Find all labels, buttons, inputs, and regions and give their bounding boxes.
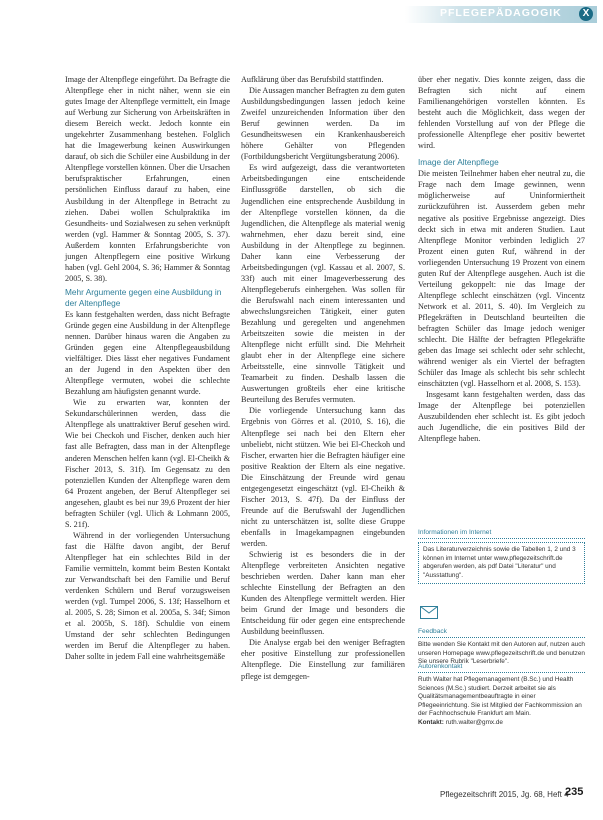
article-column-2 [241, 74, 405, 682]
page-number: 235 [565, 786, 584, 798]
section-close-icon[interactable]: X [579, 7, 593, 21]
col2-paragraph-1: Aufklärung über das Berufsbild stattfinden. [241, 75, 384, 84]
article-column-1 [65, 74, 230, 662]
envelope-icon [420, 606, 438, 619]
col1-paragraph-3: Wie zu erwarten war, konnten der Sekundarschülerinnen werden, dass die Altenpflege als unattraktiver Beruf gesehen wird. Wie bei Checkoh und Fischer, denken auch hier fast alle Befragten, dass man in der Altenpflege anderen Menschen helfen kann (vgl. El-Cheikh & Fischer 2013, S. 31f). Im Gegensatz zu den potenziellen Kunden der Altenpflege waren dem 64 Prozent angeben, der Beruf Altenpfleger sei angesehen, glaubt es bei nur 39,6 Prozent der hier befragten Schüler (vgl. Ulich & Lohmann 2005, S. 21f). [65, 398, 230, 529]
author-contact-line [418, 719, 585, 728]
article-column-3 [418, 74, 585, 524]
author-contact-label: Kontakt: [418, 718, 444, 726]
col3-paragraph-3: Insgesamt kann festgehalten werden, dass das Image der Altenpflege bei potenziellen Auszubildenden eher schlecht ist. Es gibt jedoch auch Jugendliche, die ein positives Bild der Altenpflege haben. [418, 390, 585, 444]
feedback-box [418, 606, 585, 665]
col2-paragraph-3: Es wird aufgezeigt, dass die verantworteten Arbeitsbedingungen eine entscheidende Einflussgröße darstellen, ob sich die Jugendlichen eine entsprechende Ausbildung in der Altenpflege vorstellen können, da die Jugendlichen, die Altenpflege als material wenig wahrnehmen, eher dazu bereit sind, eine Ausbildung in der Altenpflege zu beginnen. Daher kann eine Verbesserung der Arbeitsbedingungen (vgl. Kassau et al. 2007, S. 33f) auch mit einer Imageverbesserung des Altenpflegeberufs einhergehen. Was sollen für die Berufswahl nach einem interessanten und abwechslungsreichen Tätigkeit, einer guten Bezahlung und geregelten und angenehmen Arbeitszeiten sowie die meisten in der Altenpflege nicht erfüllt sind. Die Mehrheit glaubt eher in der Altenpflege eine sichere Arbeitsstelle, eine sinnvolle Tätigkeit und Teamarbeit zu finden. Deshalb lassen die Auswertungen großteils eher eine kritische Beurteilung des Berufes vermuten. [241, 163, 405, 405]
col1-paragraph-4: Während in der vorliegenden Untersuchung fast die Hälfte davon angibt, der Beruf Altenpfleger hat ein schlechtes Bild in der Familie vermitteln, kommt beim Besten Kontakt zur Verwandtschaft bei den Familie und Beruf verdenken Schülern und Beruf vorzugsweisen werden (vgl. Tumpel 2006, S. 13f; Hasselhorn et al. 2005, S. 28; Simon et al. 2005a, S. 34f; Simon et al. 2005b, S. 18f). Schuldie von einem Umstand der sehr schlechten Bedingungen werden im Beruf die Altenpfleger zu haben. Daher sollte in jedem Fall eine wahrheitsgemäße [65, 530, 230, 662]
internet-info-box [418, 528, 585, 584]
section-title: PFLEGEPÄDAGOGIK [440, 7, 562, 19]
col1-paragraph-2: Es kann festgehalten werden, dass nicht Befragte Gründe gegen eine Ausbildung in der Altenpflege nennen. Darüber hinaus waren die Angaben zu Gründen gegen eine Altenpflegeausbildung vielfältiger. Dies lässt eher negatives Fundament an der Jugend in den Aspekten über den Altenpflege vermuten, wobei die schlechte Bezahlung am häufigsten genannt wurde. [65, 309, 230, 397]
col3-subheading: Image der Altenpflege [418, 157, 499, 168]
col1-paragraph-1: Image der Altenpflege eingeführt. Da Befragte die Altenpflege eher in nicht näher, wenn sie ein gutes Image der Altenpflege vermittelt, ein Image auf Werbung zur Sicherung von Arbeitskräften in diesem Bereich weckt. Jedoch konnte ein ungekehrter Zusammenhang bestehen. Folglich hat die Imagewerbung keinen Auswirkungen darauf, ob sich die Schüler eine Ausbildung in der Altenpflege vorstellen können. Über die Ursachen berufspraktischer Erfahrungen, einen persönlichen Einfluss darauf zu haben, eine Ausbildung in der Altenpflege in Betracht zu ziehen. Dabei wollen Schulpraktika im Gesundheits- und Sozialwesen zu sehen verknüpft werden (vgl. Hammer & Sonntag 2005, S. 37). Außerdem konnten Erfahrungsberichte von jungen Altenpflegern eine positive Wirkung haben (vgl. Gehl 2004, S. 36; Hammer & Sonntag 2005, S. 38). [65, 75, 230, 283]
col3-paragraph-2: Die meisten Teilnehmer haben eher neutral zu, die Frage nach dem Image gewinnen, wenn möglicherweise auf Uninformiertheit zurückzuführen ist. Ausserdem geben mehr negative als positive Ergebnisse angezeigt. Dies deckt sich in etwa mit anderen Studien. Laut Altenpflege Monitor verbinden lediglich 27 Prozent einen guten Ruf, während in der vorliegenden Untersuchung 19 Prozent von einem guten Ruf der Altenpflege ausgehen. Auch ist die Verteilung gekoppelt: nie das Image der Altenpflege schlecht einschätzen (vgl. Vincentz Network et al. 2011, S. 40). Im Vergleich zu Pflegekräften in Deutschland beurteilten die befragten Schüler das Image jedoch weniger schlecht. Die Hälfte der befragten Pflegekräfte geben das Image sei schlecht oder sehr schlecht, während weniger als ein Viertel der befragten Schüler das Image als schlecht bis sehr schlecht einschätzten (vgl. Hasselhorn et al. 2008, S. 153). [418, 169, 585, 389]
author-bio: Ruth Walter hat Pflegemanagement (B.Sc.) und Health Sciences (M.Sc.) studiert. Derzeit arbeitet sie als Qualitätsmanagementbeauftragte in einer Pflegeeinrichtung. Sie ist Mitglied der Fachkommission an der Fachhochschule Frankfurt am Main. [418, 676, 582, 717]
feedback-heading: Feedback [418, 627, 585, 638]
col1-subheading: Mehr Argumente gegen eine Ausbildung in der Altenpflege [65, 286, 222, 308]
internet-info-frame [418, 542, 585, 584]
col3-paragraph-1: über eher negativ. Dies konnte zeigen, dass die Befragten sich nicht auf einem Familienangehörigen vorstellen könnten. Es besteht auch die Möglichkeit, dass wegen der fehlenden Vorstellung auf von der Pflege die professionelle Altenpflege eher positiv bewertet wird. [418, 75, 585, 151]
author-contact-box [418, 662, 585, 787]
author-contact-email[interactable]: ruth.walter@gmx.de [445, 718, 503, 726]
col2-paragraph-6: Die Analyse ergab bei den weniger Befragten eher positive Einstellung zur professionellen Altenpflege. Die Einstellung zur familiären pflege ist demgegen- [241, 638, 405, 681]
author-contact-heading: Autorenkontakt [418, 662, 585, 673]
col2-paragraph-5: Schwierig ist es besonders die in der Altenpflege verbreiteten Ansichten negative beschrieben werden. Daher kann man eher schlechte Einstellung der Befragten an den Kunden des Altenpflege vermittelt werden. Hier beim Grund der Image und besonders die Entscheidung für oder gegen eine entsprechende Ausbildung beeinflussen. [241, 550, 405, 637]
journal-citation: Pflegezeitschrift 2015, Jg. 68, Heft 4 [440, 790, 569, 799]
col2-paragraph-2: Die Aussagen mancher Befragten zu dem guten Ausbildungsbedingungen lassen jedoch keine Zweifel unzureichenden Information über den Beruf gewinnen werden. Da im Gesundheitswesen ein Krankenhausbereich höhere Gehälter von Pflegenden (Fortbildungsbericht Vergütungsberatung 2006). [241, 86, 405, 162]
internet-info-heading: Informationen im Internet [418, 528, 585, 539]
internet-info-text: Das Literaturverzeichnis sowie die Tabellen 1, 2 und 3 können im Internet unter www.pflegezeitschrift.de abgerufen werden, als pdf Datei "Literatur" und "Ausstattung". [423, 546, 576, 579]
col2-paragraph-4: Die vorliegende Untersuchung kann das Ergebnis von Görres et al. (2010, S. 16), die Altenpflege sei nach bei den Eltern eher unbeliebt, nicht stützen. Wie bei El-Checkoh und Fischer, erwarten hier die Befragten häufiger eine positive Reaktion der Eltern als eine negative. Die Einschätzung der Freunde wird genau entgegengesetzt eingeschätzt (vgl. El-Cheikh & Fischer 2013, S. 47f). Da der Einfluss der Freunde auf die Berufswahl der Jugendlichen nicht zu unterschätzen ist, sollte diese Gruppe ebenfalls in Imagekampagnen eingebunden werden. [241, 406, 405, 548]
feedback-text: Bitte wenden Sie Kontakt mit den Autoren auf, nutzen auch unseren Homepage www.pflegezeitschrift.de und benutzen Sie unsere Rubrik "Leserbriefe". [418, 641, 585, 665]
